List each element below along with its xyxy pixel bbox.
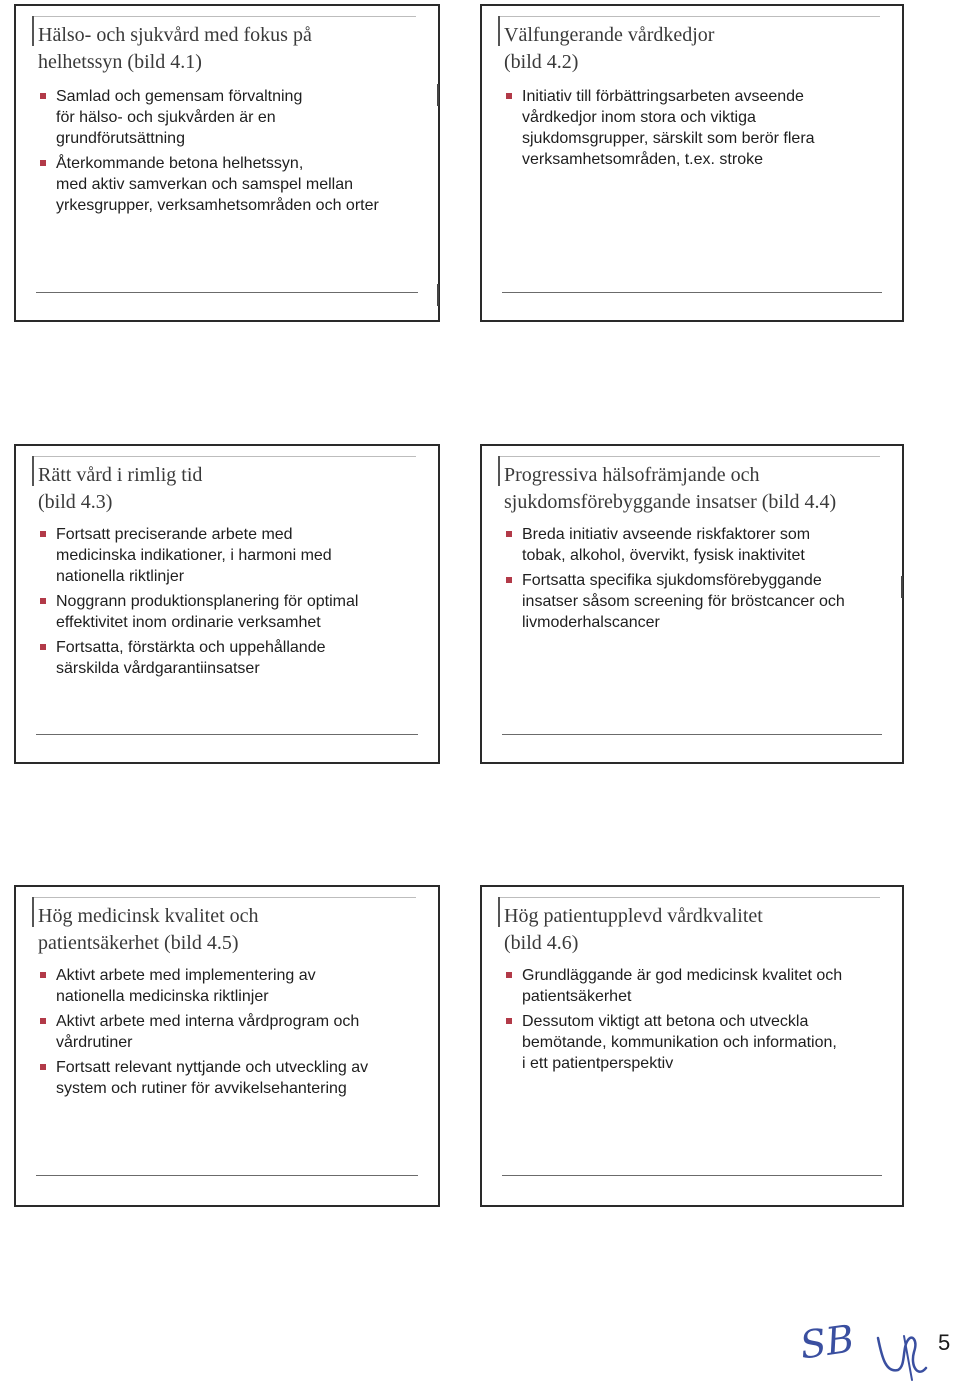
list-item — [38, 1011, 420, 1053]
bullet-text: Aktivt arbete med interna vårdprogram och vårdrutiner — [56, 1013, 360, 1051]
list-item — [38, 637, 420, 679]
slide-4-3 — [14, 444, 440, 764]
title-tick — [32, 897, 34, 927]
side-tick — [901, 576, 903, 598]
bullet-list — [38, 86, 420, 220]
title-rule — [498, 897, 880, 898]
bullet-list — [504, 965, 884, 1078]
bullet-icon — [506, 972, 512, 978]
title-tick — [498, 897, 500, 927]
slide-4-2 — [480, 4, 904, 322]
footer-rule — [502, 292, 882, 293]
list-item — [504, 965, 884, 1007]
slide-4-4 — [480, 444, 904, 764]
list-item — [504, 570, 884, 633]
slide-4-5 — [14, 885, 440, 1207]
slide-4-6 — [480, 885, 904, 1207]
title-rule — [498, 456, 880, 457]
list-item — [504, 86, 884, 170]
title-rule — [32, 16, 416, 17]
slide-title: Hög medicinsk kvalitet och patientsäkerhet (bild 4.5) — [38, 905, 259, 954]
bullet-text: Fortsatt preciserande arbete med medicinska indikationer, i harmoni med nationella riktlinjer — [56, 526, 332, 585]
bullet-icon — [506, 1018, 512, 1024]
bullet-text: Initiativ till förbättringsarbeten avseende vårdkedjor inom stora och viktiga sjukdomsgrupper, särskilt som berör flera verksamhetsområden, t.ex. stroke — [522, 88, 815, 168]
bullet-icon — [506, 531, 512, 537]
title-tick — [32, 456, 34, 486]
title-tick — [32, 16, 34, 46]
footer-rule — [502, 734, 882, 735]
bullet-text: Samlad och gemensam förvaltning för hälso- och sjukvården är en grundförutsättning — [56, 88, 303, 147]
list-item — [38, 591, 420, 633]
slide-title: Hälso- och sjukvård med fokus på helhetssyn (bild 4.1) — [38, 24, 312, 73]
list-item — [38, 153, 420, 216]
handwritten-initials: SB — [797, 1316, 857, 1368]
slide-title: Hög patientupplevd vårdkvalitet (bild 4.6) — [504, 905, 763, 954]
slide-title: Progressiva hälsofrämjande och sjukdomsförebyggande insatser (bild 4.4) — [504, 464, 837, 513]
list-item — [38, 524, 420, 587]
list-item — [38, 86, 420, 149]
bullet-text: Breda initiativ avseende riskfaktorer som tobak, alkohol, övervikt, fysisk inaktivitet — [522, 526, 811, 564]
bullet-icon — [506, 577, 512, 583]
footer-rule — [36, 292, 418, 293]
bullet-text: Aktivt arbete med implementering av nationella medicinska riktlinjer — [56, 967, 316, 1005]
list-item — [38, 1057, 420, 1099]
slide-4-1 — [14, 4, 440, 322]
bullet-text: Dessutom viktigt att betona och utveckla bemötande, kommunikation och information, i ett patientperspektiv — [522, 1013, 837, 1072]
title-tick — [498, 16, 500, 46]
bullet-text: Grundläggande är god medicinsk kvalitet och patientsäkerhet — [522, 967, 843, 1005]
bullet-icon — [506, 93, 512, 99]
bullet-list — [38, 965, 420, 1103]
bullet-icon — [40, 1018, 46, 1024]
bullet-text: Noggrann produktionsplanering för optimal effektivitet inom ordinarie verksamhet — [56, 593, 359, 631]
side-tick — [437, 84, 439, 106]
list-item — [504, 524, 884, 566]
slide-title: Välfungerande vårdkedjor (bild 4.2) — [504, 24, 715, 73]
slide-title: Rätt vård i rimlig tid (bild 4.3) — [38, 464, 203, 513]
bullet-icon — [40, 598, 46, 604]
bullet-text: Fortsatt relevant nyttjande och utveckling av system och rutiner för avvikelsehantering — [56, 1059, 369, 1097]
side-tick — [437, 284, 439, 306]
list-item — [38, 965, 420, 1007]
signature-mark-icon — [868, 1318, 938, 1388]
footer-rule — [36, 734, 418, 735]
bullet-text: Fortsatta specifika sjukdomsförebyggande insatser såsom screening för bröstcancer och livmoderhalscancer — [522, 572, 845, 631]
bullet-list — [38, 524, 420, 683]
bullet-icon — [40, 531, 46, 537]
bullet-icon — [40, 1064, 46, 1070]
title-rule — [498, 16, 880, 17]
title-rule — [32, 456, 416, 457]
bullet-icon — [40, 644, 46, 650]
bullet-text: Fortsatta, förstärkta och uppehållande särskilda vårdgarantiinsatser — [56, 639, 326, 677]
title-rule — [32, 897, 416, 898]
title-tick — [498, 456, 500, 486]
bullet-list — [504, 524, 884, 637]
footer-rule — [36, 1175, 418, 1176]
list-item — [504, 1011, 884, 1074]
bullet-icon — [40, 972, 46, 978]
bullet-list — [504, 86, 884, 174]
page-number: 5 — [938, 1330, 951, 1355]
bullet-text: Återkommande betona helhetssyn, med aktiv samverkan och samspel mellan yrkesgrupper, verksamhetsområden och orter — [56, 155, 379, 214]
bullet-icon — [40, 160, 46, 166]
bullet-icon — [40, 93, 46, 99]
footer-rule — [502, 1175, 882, 1176]
